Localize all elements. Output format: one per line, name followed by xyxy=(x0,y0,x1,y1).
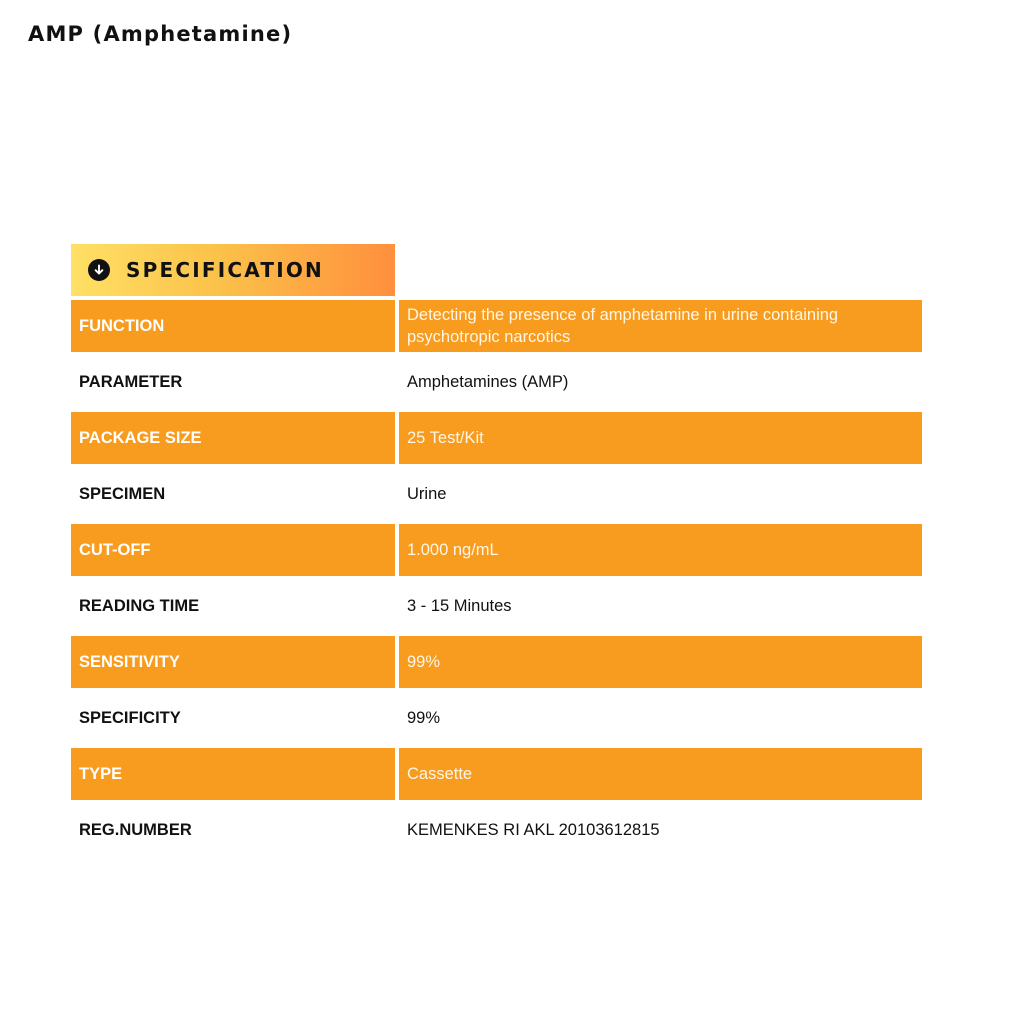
spec-key: SENSITIVITY xyxy=(71,636,395,688)
arrow-down-circle-icon xyxy=(88,259,110,281)
spec-key: SPECIFICITY xyxy=(79,709,181,727)
spec-value: Amphetamines (AMP) xyxy=(407,373,569,391)
spec-key: CUT-OFF xyxy=(71,524,395,576)
spec-row-reg-number xyxy=(71,804,922,856)
spec-key: SPECIMEN xyxy=(79,485,166,503)
spec-value: Urine xyxy=(407,485,447,503)
specification-title: SPECIFICATION xyxy=(126,258,324,282)
spec-value: 3 - 15 Minutes xyxy=(407,597,512,615)
spec-value: 99% xyxy=(407,709,441,727)
spec-row-reading-time xyxy=(71,580,922,632)
spec-row-parameter xyxy=(71,356,922,408)
spec-value: 99% xyxy=(399,636,922,688)
spec-value: Cassette xyxy=(399,748,922,800)
spec-row-cut-off xyxy=(71,524,922,576)
spec-row-package-size xyxy=(71,412,922,464)
spec-key: FUNCTION xyxy=(71,300,395,352)
spec-key: TYPE xyxy=(71,748,395,800)
spec-row-specificity xyxy=(71,692,922,744)
spec-key: PACKAGE SIZE xyxy=(71,412,395,464)
spec-value: Detecting the presence of amphetamine in urine containing psychotropic narcotics xyxy=(399,300,922,352)
spec-row-specimen xyxy=(71,468,922,520)
spec-key: PARAMETER xyxy=(79,373,183,391)
page-title: AMP (Amphetamine) xyxy=(28,22,293,46)
spec-key: REG.NUMBER xyxy=(79,821,192,839)
specification-table xyxy=(71,300,922,860)
spec-key: READING TIME xyxy=(79,597,200,615)
specification-header xyxy=(71,244,395,296)
spec-row-sensitivity xyxy=(71,636,922,688)
spec-row-function xyxy=(71,300,922,352)
spec-value: 25 Test/Kit xyxy=(399,412,922,464)
spec-value: 1.000 ng/mL xyxy=(399,524,922,576)
spec-row-type xyxy=(71,748,922,800)
spec-value: KEMENKES RI AKL 20103612815 xyxy=(407,821,660,839)
